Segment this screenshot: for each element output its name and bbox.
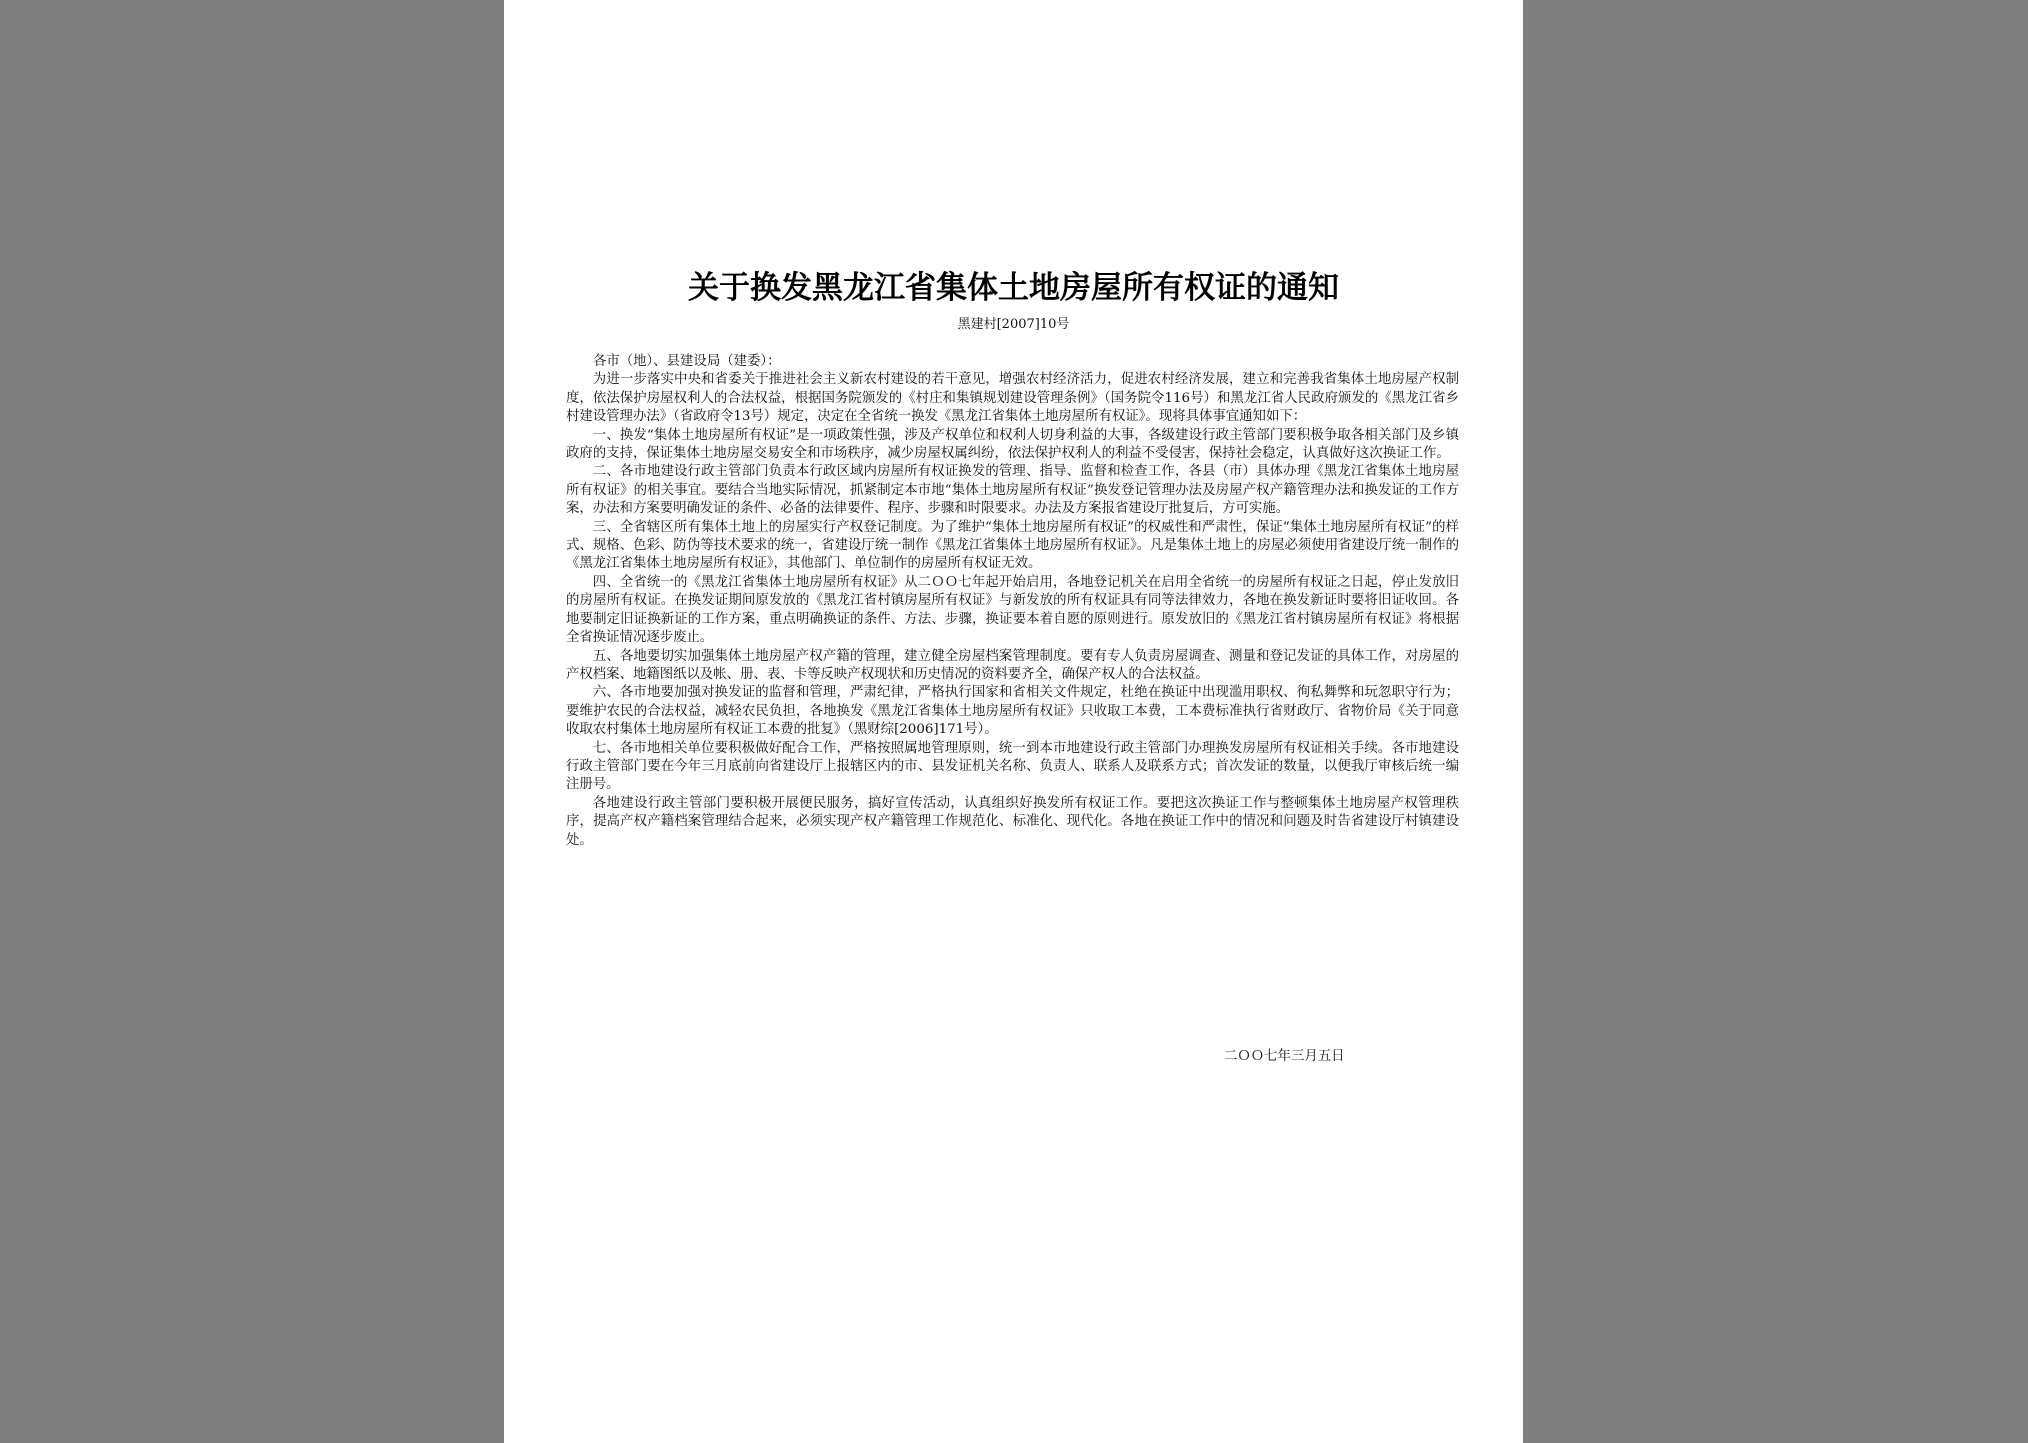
document-number: 黑建村[2007]10号: [957, 317, 1070, 332]
paragraph-closing: 各地建设行政主管部门要积极开展便民服务，搞好宣传活动，认真组织好换发所有权证工作。要把这次换证工作与整顿集体土地房屋产权管理秩序，提高产权产籍档案管理结合起来，必须实现产权产籍管理工作规范化、标准化、现代化。各地在换证工作中的情况和问题及时告省建设厅村镇建设处。: [566, 795, 1459, 848]
document-page: [504, 0, 1523, 1443]
document-date: 二ＯＯ七年三月五日: [1224, 1049, 1345, 1064]
paragraph-4: 四、全省统一的《黑龙江省集体土地房屋所有权证》从二ＯＯ七年起开始启用，各地登记机关在启用全省统一的房屋所有权证之日起，停止发放旧的房屋所有权证。在换发证期间原发放的《黑龙江省村镇房屋所有权证》与新发放的所有权证具有同等法律效力，各地在换发新证时要将旧证收回。各地要制定旧证换新证的工作方案，重点明确换证的条件、方法、步骤，换证要本着自愿的原则进行。原发放旧的《黑龙江省村镇房屋所有权证》将根据全省换证情况逐步废止。: [566, 574, 1459, 646]
paragraph-7: 七、各市地相关单位要积极做好配合工作，严格按照属地管理原则，统一到本市地建设行政主管部门办理换发房屋所有权证相关手续。各市地建设行政主管部门要在今年三月底前向省建设厅上报辖区内的市、县发证机关名称、负责人、联系人及联系方式；首次发证的数量，以便我厅审核后统一编注册号。: [566, 740, 1459, 793]
paragraph-intro: 为进一步落实中央和省委关于推进社会主义新农村建设的若干意见，增强农村经济活力，促进农村经济发展，建立和完善我省集体土地房屋产权制度，依法保护房屋权利人的合法权益，根据国务院颁发的《村庄和集镇规划建设管理条例》（国务院令116号）和黑龙江省人民政府颁发的《黑龙江省乡村建设管理办法》（省政府令13号）规定，决定在全省统一换发《黑龙江省集体土地房屋所有权证》。现将具体事宜通知如下：: [566, 372, 1459, 425]
paragraph-1: 一、换发“集体土地房屋所有权证”是一项政策性强，涉及产权单位和权利人切身利益的大事，各级建设行政主管部门要积极争取各相关部门及乡镇政府的支持，保证集体土地房屋交易安全和市场秩序，减少房屋权属纠纷，依法保护权利人的利益不受侵害，保持社会稳定，认真做好这次换证工作。: [566, 427, 1459, 462]
paragraph-2: 二、各市地建设行政主管部门负责本行政区域内房屋所有权证换发的管理、指导、监督和检查工作，各县（市）具体办理《黑龙江省集体土地房屋所有权证》的相关事宜。要结合当地实际情况，抓紧制定本市地“集体土地房屋所有权证”换发登记管理办法及房屋产权产籍管理办法和换发证的工作方案，办法和方案要明确发证的条件、必备的法律要件、程序、步骤和时限要求。办法及方案报省建设厅批复后，方可实施。: [566, 464, 1459, 517]
document-body: [566, 353, 1459, 850]
document-title: 关于换发黑龙江省集体土地房屋所有权证的通知: [688, 270, 1339, 306]
paragraph-3: 三、全省辖区所有集体土地上的房屋实行产权登记制度。为了维护“集体土地房屋所有权证”的权威性和严肃性，保证“集体土地房屋所有权证”的样式、规格、色彩、防伪等技术要求的统一，省建设厅统一制作《黑龙江省集体土地房屋所有权证》。凡是集体土地上的房屋必须使用省建设厅统一制作的《黑龙江省集体土地房屋所有权证》，其他部门、单位制作的房屋所有权证无效。: [566, 519, 1459, 572]
paragraph-5: 五、各地要切实加强集体土地房屋产权产籍的管理，建立健全房屋档案管理制度。要有专人负责房屋调查、测量和登记发证的具体工作，对房屋的产权档案、地籍图纸以及帐、册、表、卡等反映产权现状和历史情况的资料要齐全，确保产权人的合法权益。: [566, 648, 1459, 682]
salutation: 各市（地）、县建设局（建委）：: [593, 354, 781, 369]
paragraph-6: 六、各市地要加强对换发证的监督和管理，严肃纪律，严格执行国家和省相关文件规定，杜绝在换证中出现滥用职权、徇私舞弊和玩忽职守行为；要维护农民的合法权益，减轻农民负担，各地换发《黑龙江省集体土地房屋所有权证》只收取工本费，工本费标准执行省财政厅、省物价局《关于同意收取农村集体土地房屋所有权证工本费的批复》（黑财综[2006]171号）。: [566, 685, 1459, 738]
